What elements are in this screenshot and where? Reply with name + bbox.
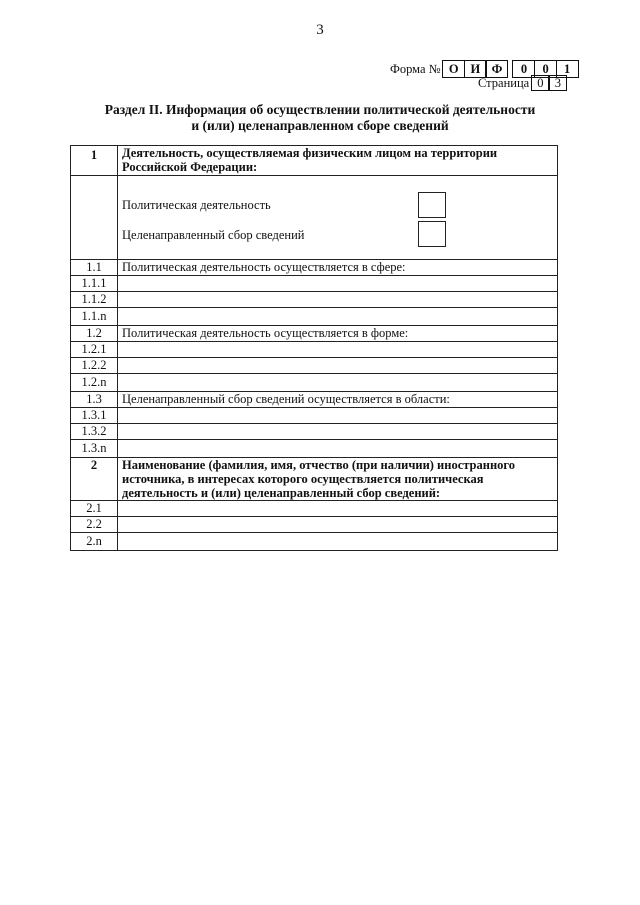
table-row xyxy=(71,533,558,551)
row-text: Политическая деятельность осуществляется в сфере: xyxy=(118,260,558,276)
row-field[interactable] xyxy=(118,501,558,517)
table-row xyxy=(71,146,558,176)
table-row xyxy=(71,392,558,408)
activity-options xyxy=(118,176,558,260)
row-number: 1.3 xyxy=(71,392,118,408)
row-field[interactable] xyxy=(118,517,558,533)
row-number: 1.1.1 xyxy=(71,276,118,292)
row-field[interactable] xyxy=(118,358,558,374)
row-number: 1.2.2 xyxy=(71,358,118,374)
option-political-label: Политическая деятельность xyxy=(122,198,271,212)
table-row xyxy=(71,424,558,440)
row-number: 1.3.1 xyxy=(71,408,118,424)
form-code-cell: И xyxy=(464,60,487,78)
row-field[interactable] xyxy=(118,408,558,424)
form-code-cell: 0 xyxy=(512,60,535,78)
form-code-cell: О xyxy=(442,60,465,78)
row-field[interactable] xyxy=(118,424,558,440)
page-cell: 3 xyxy=(548,75,567,91)
table-row xyxy=(71,358,558,374)
row-number: 2 xyxy=(71,458,118,501)
page-cell: 0 xyxy=(531,75,550,91)
table-row xyxy=(71,176,558,260)
activity-table xyxy=(70,145,558,551)
page-number: 3 xyxy=(316,22,324,38)
row-field[interactable] xyxy=(118,276,558,292)
table-row xyxy=(71,342,558,358)
row-number: 1.1.n xyxy=(71,308,118,326)
row-number: 1 xyxy=(71,146,118,176)
form-code-cell: 1 xyxy=(556,60,579,78)
table-row xyxy=(71,276,558,292)
table-row xyxy=(71,326,558,342)
row-number: 1.2.n xyxy=(71,374,118,392)
block2-heading: Наименование (фамилия, имя, отчество (при наличии) иностранного источника, в интересах которого осуществляется политическая деятельность и (или) целенаправленный сбор сведений: xyxy=(118,458,558,501)
table-row xyxy=(71,440,558,458)
row-number: 1.1.2 xyxy=(71,292,118,308)
table-row xyxy=(71,292,558,308)
row-number: 2.2 xyxy=(71,517,118,533)
political-activity-checkbox[interactable] xyxy=(418,192,446,218)
page-cells xyxy=(532,75,567,91)
row-number: 1.3.2 xyxy=(71,424,118,440)
row-field[interactable] xyxy=(118,440,558,458)
section-title-line2: и (или) целенаправленном сборе сведений xyxy=(191,118,449,133)
option-collection-label: Целенаправленный сбор сведений xyxy=(122,228,305,242)
table-row xyxy=(71,374,558,392)
table-row xyxy=(71,517,558,533)
section-title xyxy=(0,102,640,134)
information-collection-checkbox[interactable] xyxy=(418,221,446,247)
row-number: 1.2.1 xyxy=(71,342,118,358)
row-field[interactable] xyxy=(118,308,558,326)
form-code-cell: 0 xyxy=(534,60,557,78)
row-text: Целенаправленный сбор сведений осуществляется в области: xyxy=(118,392,558,408)
row-number: 1.2 xyxy=(71,326,118,342)
row-number: 2.1 xyxy=(71,501,118,517)
table-row xyxy=(71,408,558,424)
form-code-cell: Ф xyxy=(485,60,508,78)
table-row xyxy=(71,458,558,501)
section-title-line1: Раздел II. Информация об осуществлении политической деятельности xyxy=(104,102,536,117)
page-indicator xyxy=(478,75,567,91)
table-row xyxy=(71,260,558,276)
row-number: 2.n xyxy=(71,533,118,551)
row-field[interactable] xyxy=(118,533,558,551)
form-number-label: Форма № xyxy=(390,61,441,76)
row-number-empty xyxy=(71,176,118,260)
row-number: 1.1 xyxy=(71,260,118,276)
table-row xyxy=(71,501,558,517)
block1-heading: Деятельность, осуществляемая физическим лицом на территории Российской Федерации: xyxy=(118,146,558,176)
row-field[interactable] xyxy=(118,292,558,308)
row-field[interactable] xyxy=(118,342,558,358)
row-field[interactable] xyxy=(118,374,558,392)
table-row xyxy=(71,308,558,326)
row-text: Политическая деятельность осуществляется в форме: xyxy=(118,326,558,342)
page-label: Страница xyxy=(478,75,530,90)
row-number: 1.3.n xyxy=(71,440,118,458)
